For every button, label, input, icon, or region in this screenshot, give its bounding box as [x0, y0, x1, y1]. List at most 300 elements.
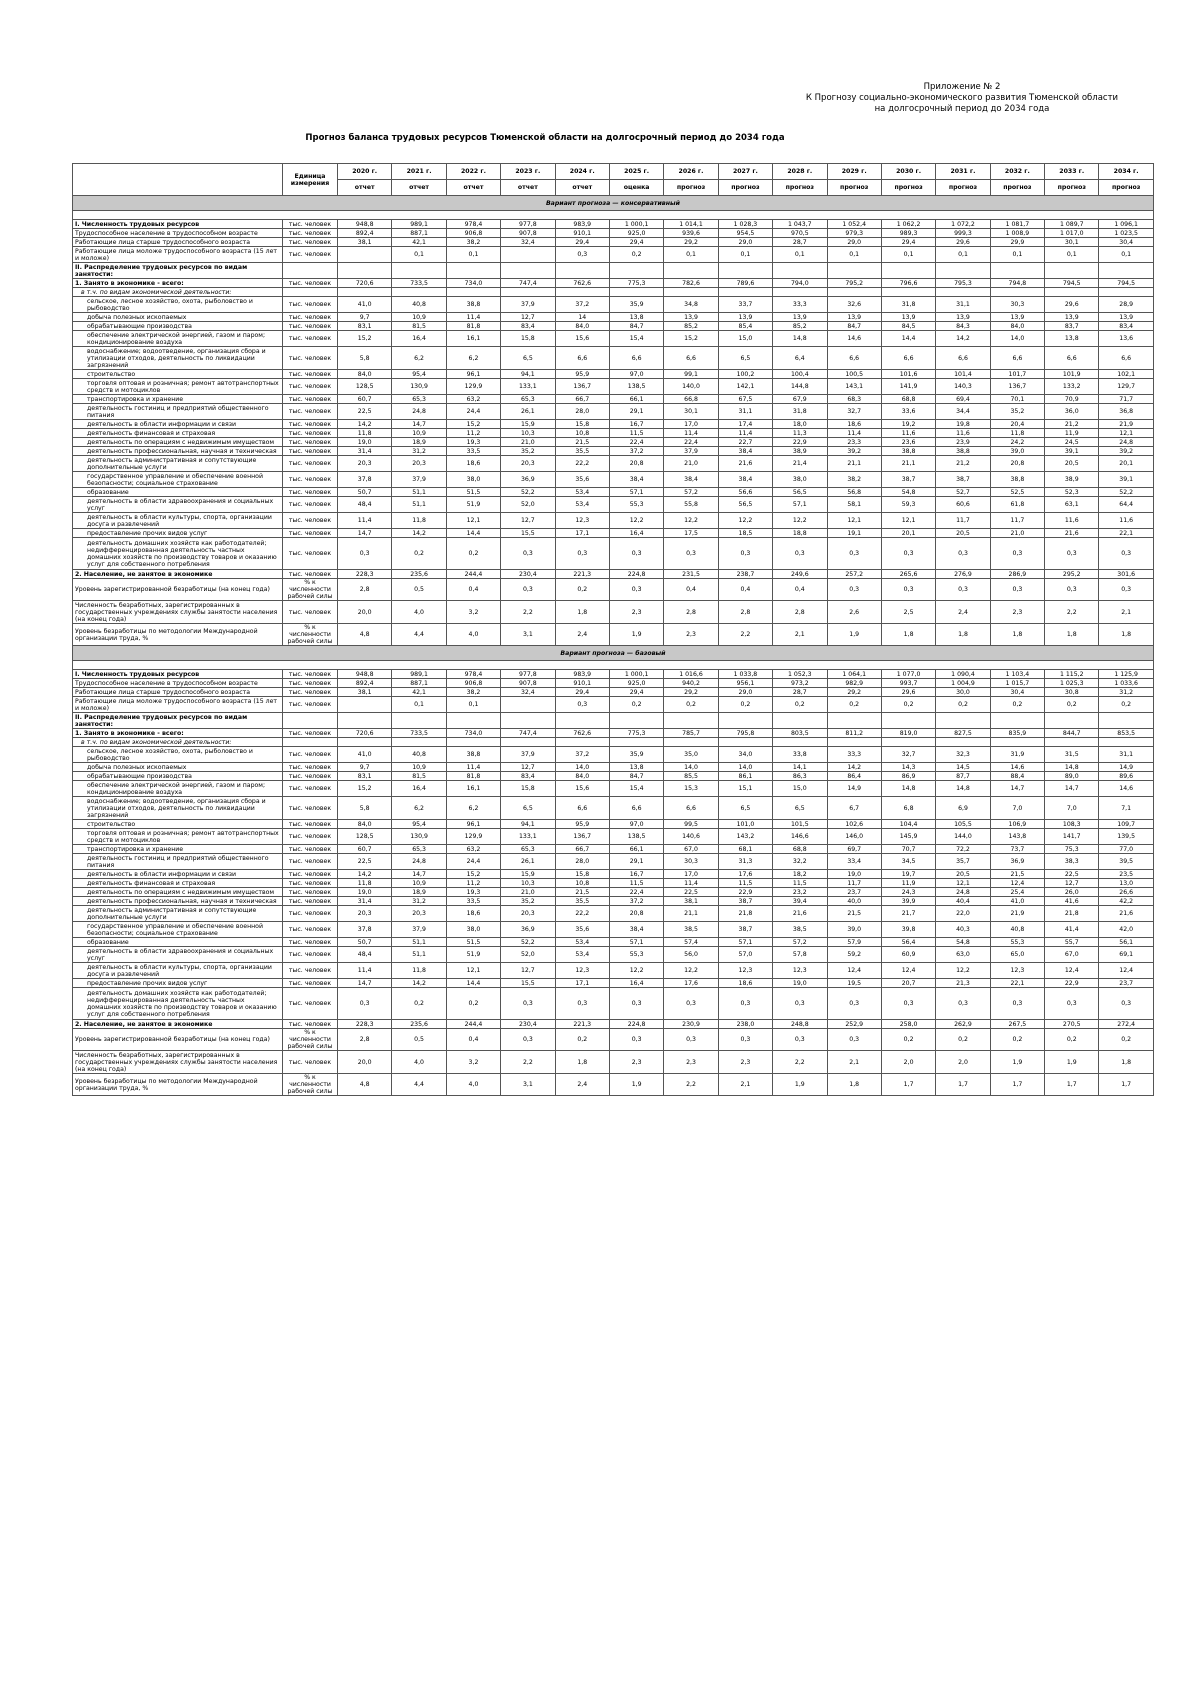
- value-cell: 56,4: [881, 938, 935, 947]
- value-cell: 84,0: [338, 820, 392, 829]
- value-cell: [338, 713, 392, 729]
- value-cell: 12,1: [446, 963, 500, 979]
- value-cell: 0,3: [990, 988, 1044, 1020]
- value-cell: 1 062,2: [881, 220, 935, 229]
- value-cell: 54,8: [881, 488, 935, 497]
- value-cell: 17,5: [664, 529, 718, 538]
- row-unit: тыс. человек: [283, 979, 338, 988]
- value-cell: 989,1: [392, 220, 446, 229]
- value-cell: 14,7: [338, 529, 392, 538]
- row-unit: тыс. человек: [283, 845, 338, 854]
- value-cell: 1,9: [1045, 1051, 1099, 1074]
- year-header: 2027 г.: [718, 164, 772, 180]
- value-cell: 37,9: [392, 472, 446, 488]
- value-cell: 6,7: [827, 797, 881, 820]
- value-cell: 811,2: [827, 729, 881, 738]
- value-cell: 720,6: [338, 729, 392, 738]
- row-label: торговля оптовая и розничная; ремонт автотранспортных средств и мотоциклов: [73, 829, 283, 845]
- value-cell: 6,5: [773, 797, 827, 820]
- value-cell: 1,8: [1045, 624, 1099, 646]
- row-label: 1. Занято в экономике - всего:: [73, 729, 283, 738]
- value-cell: 143,2: [718, 829, 772, 845]
- value-cell: 11,6: [881, 429, 935, 438]
- value-cell: 0,3: [936, 579, 990, 601]
- value-cell: 2,2: [501, 1051, 555, 1074]
- row-unit: тыс. человек: [283, 729, 338, 738]
- value-cell: 0,3: [555, 247, 609, 263]
- value-cell: 993,7: [881, 679, 935, 688]
- value-cell: 762,6: [555, 279, 609, 288]
- row-unit: [283, 288, 338, 297]
- row-label: сельское, лесное хозяйство, охота, рыболовство и рыбоводство: [73, 747, 283, 763]
- value-cell: 948,8: [338, 670, 392, 679]
- value-cell: 84,5: [881, 322, 935, 331]
- value-cell: 224,8: [609, 570, 663, 579]
- value-cell: 0,2: [609, 247, 663, 263]
- year-header: 2033 г.: [1045, 164, 1099, 180]
- table-row: [73, 781, 1154, 797]
- value-cell: 22,9: [1045, 979, 1099, 988]
- value-cell: 130,9: [392, 829, 446, 845]
- value-cell: 0,4: [446, 1029, 500, 1051]
- row-label: деятельность в области здравоохранения и социальных услуг: [73, 497, 283, 513]
- value-cell: 794,5: [1099, 279, 1153, 288]
- value-cell: 887,1: [392, 679, 446, 688]
- value-cell: 0,3: [990, 538, 1044, 570]
- value-cell: 65,3: [392, 395, 446, 404]
- table-row: [73, 601, 1154, 624]
- value-cell: 55,3: [609, 497, 663, 513]
- value-cell: 12,4: [1045, 963, 1099, 979]
- value-cell: 36,9: [990, 854, 1044, 870]
- value-cell: 13,9: [773, 313, 827, 322]
- value-cell: [609, 288, 663, 297]
- value-cell: 0,2: [1045, 1029, 1099, 1051]
- appendix-note: [782, 82, 1142, 115]
- row-label: обеспечение электрической энергией, газом и паром; кондиционирование воздуха: [73, 331, 283, 347]
- row-unit: [283, 713, 338, 729]
- value-cell: 0,3: [881, 538, 935, 570]
- value-cell: 270,5: [1045, 1020, 1099, 1029]
- value-cell: 29,4: [555, 688, 609, 697]
- value-cell: 55,7: [1045, 938, 1099, 947]
- value-cell: 795,2: [827, 279, 881, 288]
- value-cell: [338, 738, 392, 747]
- value-cell: 3,2: [446, 1051, 500, 1074]
- value-cell: 85,5: [664, 772, 718, 781]
- value-cell: 52,5: [990, 488, 1044, 497]
- value-cell: 20,8: [609, 456, 663, 472]
- value-cell: 65,3: [392, 845, 446, 854]
- value-cell: 794,0: [773, 279, 827, 288]
- value-cell: [718, 738, 772, 747]
- value-cell: 12,2: [936, 963, 990, 979]
- value-cell: 31,8: [881, 297, 935, 313]
- table-row: [73, 763, 1154, 772]
- value-cell: 51,1: [392, 497, 446, 513]
- value-cell: 12,1: [827, 513, 881, 529]
- value-cell: 95,9: [555, 370, 609, 379]
- value-cell: 228,3: [338, 570, 392, 579]
- value-cell: 56,1: [1099, 938, 1153, 947]
- value-cell: 15,2: [446, 870, 500, 879]
- value-cell: 0,5: [392, 579, 446, 601]
- value-cell: 1 072,2: [936, 220, 990, 229]
- row-label: деятельность административная и сопутствующие дополнительные услуги: [73, 906, 283, 922]
- value-cell: 41,0: [338, 747, 392, 763]
- value-cell: 1,8: [990, 624, 1044, 646]
- value-cell: 276,9: [936, 570, 990, 579]
- value-cell: 19,2: [881, 420, 935, 429]
- value-cell: 15,2: [338, 781, 392, 797]
- row-unit: тыс. человек: [283, 897, 338, 906]
- value-cell: 989,3: [881, 229, 935, 238]
- value-cell: 53,4: [555, 947, 609, 963]
- value-cell: 1 081,7: [990, 220, 1044, 229]
- value-cell: 63,0: [936, 947, 990, 963]
- value-cell: 10,3: [501, 879, 555, 888]
- value-cell: 35,2: [990, 404, 1044, 420]
- value-cell: 12,3: [718, 963, 772, 979]
- value-cell: 19,0: [773, 979, 827, 988]
- value-cell: 41,0: [338, 297, 392, 313]
- value-cell: 12,7: [501, 763, 555, 772]
- value-cell: 853,5: [1099, 729, 1153, 738]
- value-cell: 11,8: [338, 429, 392, 438]
- value-cell: [446, 288, 500, 297]
- value-cell: 19,1: [827, 529, 881, 538]
- value-cell: 4,8: [338, 624, 392, 646]
- value-cell: 1 033,8: [718, 670, 772, 679]
- row-unit: тыс. человек: [283, 370, 338, 379]
- value-cell: 14,2: [392, 979, 446, 988]
- value-cell: 13,8: [609, 763, 663, 772]
- value-cell: 67,0: [1045, 947, 1099, 963]
- value-cell: 133,1: [501, 379, 555, 395]
- table-row: [73, 238, 1154, 247]
- value-cell: 20,3: [392, 906, 446, 922]
- year-header: 2022 г.: [446, 164, 500, 180]
- blank-cell: [73, 661, 1154, 670]
- value-cell: 29,0: [718, 688, 772, 697]
- value-cell: 5,8: [338, 347, 392, 370]
- value-cell: 59,3: [881, 497, 935, 513]
- value-cell: 15,5: [501, 529, 555, 538]
- value-cell: 136,7: [555, 379, 609, 395]
- value-cell: 41,4: [1045, 922, 1099, 938]
- value-cell: 0,3: [718, 988, 772, 1020]
- value-cell: 267,5: [990, 1020, 1044, 1029]
- table-row: [73, 845, 1154, 854]
- value-cell: 1 008,9: [990, 229, 1044, 238]
- row-unit: тыс. человек: [283, 797, 338, 820]
- value-cell: 21,0: [501, 888, 555, 897]
- value-cell: 37,9: [392, 922, 446, 938]
- row-label: Работающие лица старше трудоспособного возраста: [73, 238, 283, 247]
- table-row: [73, 429, 1154, 438]
- value-cell: 1 025,3: [1045, 679, 1099, 688]
- row-unit: тыс. человек: [283, 420, 338, 429]
- value-cell: 1 077,0: [881, 670, 935, 679]
- value-cell: 733,5: [392, 279, 446, 288]
- value-cell: 19,0: [338, 438, 392, 447]
- blank-cell: [73, 211, 1154, 220]
- value-cell: 94,1: [501, 820, 555, 829]
- value-cell: 26,1: [501, 404, 555, 420]
- value-cell: 21,8: [1045, 906, 1099, 922]
- table-row: [73, 438, 1154, 447]
- value-cell: 52,0: [501, 947, 555, 963]
- value-cell: [392, 713, 446, 729]
- value-cell: 1,8: [881, 624, 935, 646]
- value-cell: 272,4: [1099, 1020, 1153, 1029]
- value-cell: 14,0: [990, 331, 1044, 347]
- value-cell: 30,4: [990, 688, 1044, 697]
- value-cell: 143,1: [827, 379, 881, 395]
- value-cell: 0,3: [881, 988, 935, 1020]
- value-cell: [501, 713, 555, 729]
- value-cell: 977,8: [501, 670, 555, 679]
- row-label: I. Численность трудовых ресурсов: [73, 220, 283, 229]
- value-cell: 50,7: [338, 938, 392, 947]
- value-cell: 38,8: [446, 747, 500, 763]
- value-cell: 21,6: [1045, 529, 1099, 538]
- value-cell: [501, 247, 555, 263]
- value-cell: 37,2: [555, 297, 609, 313]
- row-label: сельское, лесное хозяйство, охота, рыболовство и рыбоводство: [73, 297, 283, 313]
- value-cell: 38,4: [718, 472, 772, 488]
- value-cell: 0,3: [990, 579, 1044, 601]
- value-cell: 22,1: [1099, 529, 1153, 538]
- value-cell: 83,1: [338, 772, 392, 781]
- row-unit: тыс. человек: [283, 220, 338, 229]
- value-cell: 2,8: [338, 1029, 392, 1051]
- value-cell: [718, 713, 772, 729]
- row-label: предоставление прочих видов услуг: [73, 979, 283, 988]
- value-cell: 97,0: [609, 370, 663, 379]
- value-cell: 6,2: [446, 347, 500, 370]
- value-cell: 13,6: [1099, 331, 1153, 347]
- value-cell: [446, 713, 500, 729]
- value-cell: 101,5: [773, 820, 827, 829]
- value-cell: 59,2: [827, 947, 881, 963]
- row-unit: тыс. человек: [283, 963, 338, 979]
- value-cell: 32,3: [936, 747, 990, 763]
- value-cell: 40,8: [392, 297, 446, 313]
- value-cell: 0,2: [609, 697, 663, 713]
- value-cell: [990, 713, 1044, 729]
- table-row: [73, 747, 1154, 763]
- value-cell: [718, 288, 772, 297]
- value-cell: 15,8: [501, 781, 555, 797]
- row-label: 2. Население, не занятое в экономике: [73, 1020, 283, 1029]
- row-unit: тыс. человек: [283, 238, 338, 247]
- value-cell: [881, 738, 935, 747]
- table-row: [73, 697, 1154, 713]
- value-cell: 17,6: [718, 870, 772, 879]
- value-cell: 51,1: [392, 488, 446, 497]
- value-cell: 29,6: [881, 688, 935, 697]
- value-cell: 19,0: [338, 888, 392, 897]
- row-label: деятельность финансовая и страховая: [73, 429, 283, 438]
- value-cell: 0,1: [1099, 247, 1153, 263]
- value-cell: 42,0: [1099, 922, 1153, 938]
- value-cell: 60,7: [338, 395, 392, 404]
- value-cell: 70,9: [1045, 395, 1099, 404]
- value-cell: 18,6: [718, 979, 772, 988]
- value-cell: 2,4: [555, 624, 609, 646]
- value-cell: 69,4: [936, 395, 990, 404]
- value-cell: 12,2: [609, 963, 663, 979]
- value-cell: 0,3: [664, 538, 718, 570]
- value-cell: 21,1: [881, 456, 935, 472]
- value-cell: 13,9: [827, 313, 881, 322]
- value-cell: 12,7: [1045, 879, 1099, 888]
- value-cell: 13,9: [881, 313, 935, 322]
- row-label: Уровень безработицы по методологии Международной организации труда, %: [73, 624, 283, 646]
- row-label: государственное управление и обеспечение военной безопасности; социальное страхование: [73, 472, 283, 488]
- value-cell: 0,3: [1045, 579, 1099, 601]
- value-cell: 11,7: [990, 513, 1044, 529]
- value-cell: 37,2: [609, 447, 663, 456]
- value-cell: 12,2: [773, 513, 827, 529]
- value-cell: 89,6: [1099, 772, 1153, 781]
- value-cell: 24,8: [392, 404, 446, 420]
- value-cell: 55,3: [990, 938, 1044, 947]
- value-cell: 12,1: [881, 513, 935, 529]
- value-cell: 22,5: [1045, 870, 1099, 879]
- value-cell: [827, 738, 881, 747]
- value-cell: 989,1: [392, 670, 446, 679]
- value-cell: 6,5: [501, 797, 555, 820]
- value-cell: 747,4: [501, 729, 555, 738]
- value-cell: 978,4: [446, 670, 500, 679]
- value-cell: 2,4: [555, 1074, 609, 1096]
- value-cell: 0,2: [555, 579, 609, 601]
- value-cell: 14,6: [990, 763, 1044, 772]
- table-row: [73, 456, 1154, 472]
- row-unit: тыс. человек: [283, 456, 338, 472]
- value-cell: [936, 713, 990, 729]
- value-cell: 67,5: [718, 395, 772, 404]
- value-cell: 95,9: [555, 820, 609, 829]
- value-cell: 2,3: [664, 624, 718, 646]
- value-cell: 19,3: [446, 888, 500, 897]
- value-cell: 11,5: [773, 879, 827, 888]
- value-cell: 12,2: [609, 513, 663, 529]
- value-cell: 29,2: [664, 688, 718, 697]
- value-cell: 14,5: [936, 763, 990, 772]
- value-cell: 57,1: [609, 488, 663, 497]
- value-cell: 29,4: [609, 238, 663, 247]
- value-cell: 69,7: [827, 845, 881, 854]
- value-cell: 29,6: [936, 238, 990, 247]
- value-cell: 84,3: [936, 322, 990, 331]
- value-cell: [936, 288, 990, 297]
- value-cell: 2,2: [664, 1074, 718, 1096]
- value-cell: 15,1: [718, 781, 772, 797]
- value-cell: 34,0: [718, 747, 772, 763]
- value-cell: 21,9: [1099, 420, 1153, 429]
- value-cell: 12,2: [664, 513, 718, 529]
- value-cell: 32,6: [827, 297, 881, 313]
- value-cell: 11,9: [1045, 429, 1099, 438]
- value-cell: 86,4: [827, 772, 881, 781]
- value-cell: 0,3: [555, 988, 609, 1020]
- row-unit: % к численности рабочей силы: [283, 1074, 338, 1096]
- value-cell: 29,0: [718, 238, 772, 247]
- status-header: отчет: [392, 180, 446, 196]
- value-cell: 2,2: [773, 1051, 827, 1074]
- value-cell: 30,3: [990, 297, 1044, 313]
- value-cell: 138,5: [609, 379, 663, 395]
- value-cell: 14,9: [827, 781, 881, 797]
- value-cell: 0,2: [773, 697, 827, 713]
- value-cell: 84,7: [609, 322, 663, 331]
- value-cell: 38,9: [1045, 472, 1099, 488]
- value-cell: 794,5: [1045, 279, 1099, 288]
- year-header: 2034 г.: [1099, 164, 1153, 180]
- status-header: прогноз: [936, 180, 990, 196]
- value-cell: [501, 288, 555, 297]
- value-cell: 28,0: [555, 854, 609, 870]
- value-cell: 939,6: [664, 229, 718, 238]
- value-cell: 1 017,0: [1045, 229, 1099, 238]
- value-cell: 0,3: [936, 538, 990, 570]
- value-cell: 64,4: [1099, 497, 1153, 513]
- value-cell: 11,4: [338, 513, 392, 529]
- value-cell: [338, 247, 392, 263]
- value-cell: 720,6: [338, 279, 392, 288]
- value-cell: 31,3: [718, 854, 772, 870]
- value-cell: 1 089,7: [1045, 220, 1099, 229]
- value-cell: 21,2: [1045, 420, 1099, 429]
- value-cell: 37,2: [609, 897, 663, 906]
- value-cell: 221,3: [555, 1020, 609, 1029]
- value-cell: 61,8: [990, 497, 1044, 513]
- value-cell: 20,1: [881, 529, 935, 538]
- value-cell: 12,3: [555, 963, 609, 979]
- row-unit: [283, 263, 338, 279]
- value-cell: 795,3: [936, 279, 990, 288]
- scenario-band: [73, 646, 1154, 661]
- value-cell: 775,3: [609, 279, 663, 288]
- value-cell: 2,8: [718, 601, 772, 624]
- value-cell: 85,4: [718, 322, 772, 331]
- table-row: [73, 370, 1154, 379]
- value-cell: 48,4: [338, 947, 392, 963]
- value-cell: 21,8: [718, 906, 772, 922]
- value-cell: 55,3: [609, 947, 663, 963]
- value-cell: [338, 288, 392, 297]
- value-cell: 0,3: [609, 538, 663, 570]
- value-cell: 286,9: [990, 570, 1044, 579]
- value-cell: 48,4: [338, 497, 392, 513]
- value-cell: [990, 288, 1044, 297]
- value-cell: 0,5: [392, 1029, 446, 1051]
- value-cell: 71,7: [1099, 395, 1153, 404]
- value-cell: 21,0: [664, 456, 718, 472]
- year-header: 2025 г.: [609, 164, 663, 180]
- value-cell: 0,2: [664, 697, 718, 713]
- value-cell: 30,1: [664, 404, 718, 420]
- value-cell: 3,2: [446, 601, 500, 624]
- value-cell: 12,4: [881, 963, 935, 979]
- labor-balance-table: [72, 163, 1154, 1096]
- value-cell: 22,0: [936, 906, 990, 922]
- value-cell: 0,3: [501, 538, 555, 570]
- row-label: деятельность в области информации и связи: [73, 420, 283, 429]
